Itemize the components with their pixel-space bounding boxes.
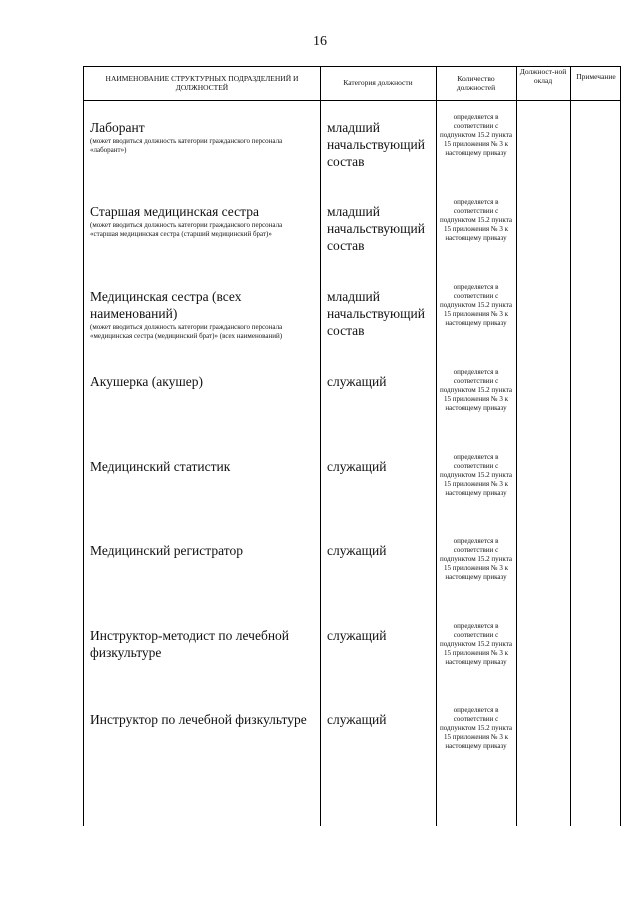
quantity-cell: определяется в соответствии с подпунктом 15.2 пункта 15 приложения № 3 к настоящему приказу	[440, 453, 512, 497]
position-cell	[90, 711, 312, 729]
quantity-cell: определяется в соответствии с подпунктом 15.2 пункта 15 приложения № 3 к настоящему приказу	[440, 622, 512, 666]
position-cell	[90, 203, 312, 239]
position-title: Лаборант	[90, 120, 145, 135]
position-title: Медицинский регистратор	[90, 543, 243, 558]
position-note: (может вводиться должность категории гражданского персонала «медицинская сестра (медицинский брат)» (всех наименований)	[90, 323, 283, 340]
position-cell	[90, 288, 312, 341]
position-title: Инструктор по лечебной физкультуре	[90, 712, 307, 727]
position-title: Акушерка (акушер)	[90, 374, 203, 389]
header-position: НАИМЕНОВАНИЕ СТРУКТУРНЫХ ПОДРАЗДЕЛЕНИЙ И ДОЛЖНОСТЕЙ	[105, 73, 299, 92]
column-divider	[516, 67, 517, 826]
quantity-cell: определяется в соответствии с подпунктом 15.2 пункта 15 приложения № 3 к настоящему приказу	[440, 113, 512, 157]
position-cell	[90, 542, 312, 560]
header-salary: Должност-ной оклад	[519, 67, 567, 85]
quantity-cell: определяется в соответствии с подпунктом 15.2 пункта 15 приложения № 3 к настоящему приказу	[440, 706, 512, 750]
quantity-cell: определяется в соответствии с подпунктом 15.2 пункта 15 приложения № 3 к настоящему приказу	[440, 198, 512, 242]
staff-table	[83, 66, 621, 826]
quantity-cell: определяется в соответствии с подпунктом 15.2 пункта 15 приложения № 3 к настоящему приказу	[440, 283, 512, 327]
header-note: Примечание	[576, 72, 616, 81]
quantity-cell: определяется в соответствии с подпунктом 15.2 пункта 15 приложения № 3 к настоящему приказу	[440, 368, 512, 412]
position-title: Инструктор-методист по лечебной физкультуре	[90, 628, 290, 660]
header-quantity: Количество должностей	[456, 73, 496, 92]
column-divider	[320, 67, 321, 826]
position-cell	[90, 458, 312, 476]
position-title: Медицинская сестра (всех наименований)	[90, 289, 242, 321]
quantity-cell: определяется в соответствии с подпунктом 15.2 пункта 15 приложения № 3 к настоящему приказу	[440, 537, 512, 581]
position-note: (может вводиться должность категории гражданского персонала «старшая медицинская сестра (старший медицинский брат)»	[90, 221, 283, 238]
category-cell: младший начальствующий состав	[327, 204, 425, 253]
position-cell	[90, 373, 312, 391]
position-note: (может вводиться должность категории гражданского персонала «лаборант»)	[90, 137, 283, 154]
position-title: Медицинский статистик	[90, 459, 231, 474]
category-cell: служащий	[327, 712, 387, 727]
position-cell	[90, 119, 312, 155]
position-cell	[90, 627, 312, 662]
category-cell: служащий	[327, 459, 387, 474]
category-cell: служащий	[327, 628, 387, 643]
category-cell: служащий	[327, 374, 387, 389]
column-divider	[570, 67, 571, 826]
header-category: Категория должности	[343, 78, 413, 88]
category-cell: младший начальствующий состав	[327, 289, 425, 338]
page-number: 16	[313, 34, 327, 49]
header-divider	[84, 100, 620, 101]
category-cell: младший начальствующий состав	[327, 120, 425, 169]
category-cell: служащий	[327, 543, 387, 558]
position-title: Старшая медицинская сестра	[90, 204, 259, 219]
